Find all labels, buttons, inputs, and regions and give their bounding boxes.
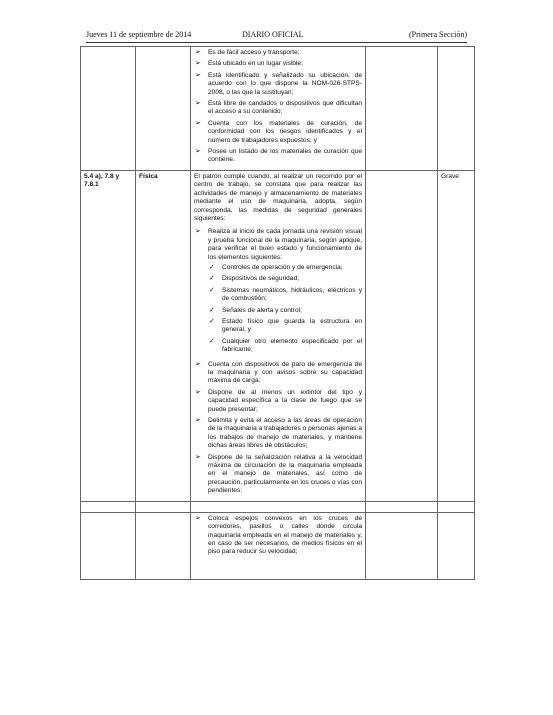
list-item: ➢ Está identificado y señalizado su ubicación, de acuerdo con lo que dispone la NOM-026-STPS-2008, o las que la sustituyan; [195,71,362,96]
arrow-bullet-icon: ➢ [195,71,201,79]
arrow-bullet-icon: ➢ [195,148,201,156]
criteria-cell [191,512,366,579]
list-item: ✓ Estado físico que guarda la estructura en general, y [209,317,362,334]
list-item: ✓ Sistemas neumáticos, hidráulicos, eléctricos y de combustión; [209,286,362,303]
code-cell: 5.4 a), 7.8 y 7.8.1 [81,170,136,501]
list-item: ➢ Dispone de al menos un extintor del tipo y capacidad específica a la clase de fuego que se puede presentar; [195,388,362,413]
check-bullet-icon: ✓ [209,317,215,325]
list-item: ➢ Coloca espejos convexos en los cruces de corredores, pasillos o calles donde circula maquinaria empleada en el manejo de materiales y, en caso de ser necesarios, de medios físicos en el piso para reducir su velocidad; [195,514,362,556]
criteria-intro: El patrón cumple cuando, al realizar un recorrido por el centro de trabajo, se constata que para realizar las actividades de manejo y almacenamiento de materiales mediante el uso de maquinaria, adopta, según corresponda, las medidas de seguridad generales siguientes: [194,172,362,222]
list-item: ✓ Controles de operación y de emergencia; [209,263,343,271]
observations-cell [366,170,438,501]
bullet-list [194,228,362,498]
list-item: ➢ Cuenta con dispositivos de paro de emergencia de la maquinaria y con avisos sobre su capacidad máxima de carga; [195,360,362,385]
list-item: ✓ Dispositivos de seguridad; [209,275,299,283]
observations-cell [366,512,438,579]
code-cell [81,512,136,579]
header-publication: DIARIO OFICIAL [242,30,304,39]
header-date: Jueves 11 de septiembre de 2014 [86,30,192,39]
header-rule [86,42,467,43]
bullet-list [194,515,362,560]
arrow-bullet-icon: ➢ [195,100,201,108]
observations-cell [366,47,438,171]
list-item: ➢ Es de fácil acceso y transporte; [195,49,300,56]
table-spacer [81,501,475,512]
arrow-bullet-icon: ➢ [195,60,201,68]
header-section: (Primera Sección) [409,30,467,39]
check-bullet-icon: ✓ [209,275,215,283]
page-header [86,30,467,42]
arrow-bullet-icon: ➢ [195,228,201,236]
compliance-table [80,46,475,580]
type-cell [136,512,191,579]
arrow-bullet-icon: ➢ [195,360,201,368]
severity-cell: Grave [438,170,475,501]
list-item: ➢ Delimita y evita el acceso a las áreas de operación de la maquinaria a trabajadores o personas ajenas a los trabajos de manejo de materiales, y mantiene dichas áreas libres de obstáculos; [195,417,362,450]
arrow-bullet-icon: ➢ [195,49,201,56]
criteria-cell [191,170,366,501]
check-bullet-icon: ✓ [209,286,215,294]
arrow-bullet-icon: ➢ [195,453,201,461]
list-item: ➢ Dispone de la señalización relativa a la velocidad máxima de circulación de la maquinaria empleada en el manejo de materiales, así como de precaución, particularmente en los cruces o vías con pendientes; [195,453,362,495]
check-bullet-icon: ✓ [209,306,215,314]
list-item: ➢ Está ubicado en un lugar visible; [195,60,303,68]
arrow-bullet-icon: ➢ [195,388,201,396]
severity-cell [438,47,475,171]
type-cell: Física [136,170,191,501]
arrow-bullet-icon: ➢ [195,417,201,425]
code-cell [81,47,136,171]
list-item: ➢ Posee un listado de los materiales de curación que contiene. [195,148,362,164]
criteria-cell [191,47,366,171]
check-bullet-icon: ✓ [209,337,215,345]
list-item: ➢ Cuenta con los materiales de curación, de conformidad con los riesgos identificados y el número de trabajadores expuestos, y [195,119,362,144]
arrow-bullet-icon: ➢ [195,514,201,522]
check-list [208,264,362,358]
severity-cell [438,512,475,579]
list-item: ✓ Señales de alerta y control; [209,306,302,314]
table-row [81,47,475,171]
table-row [81,512,475,579]
bullet-list [194,49,362,168]
list-item: ➢ Realiza al inicio de cada jornada una revisión visual y prueba funcional de la maquinaria, según aplique, para verificar el buen estado y funcionamiento de los elementos siguientes: ✓ Controles de operación y de emergencia; ✓ Dispositivos de seguridad; ✓ Sistemas neumáticos, hidráulicos, eléctricos y de combustión; ✓ Señales de alerta y control; ✓ Estado físico que guarda la estructura en general, y ✓ Cualquier otro elemento especificado por el fabricante; [194,228,362,360]
type-cell [136,47,191,171]
check-bullet-icon: ✓ [209,263,215,271]
list-item: ➢ Está libre de candados o dispositivos que dificultan el acceso a su contenido; [195,100,362,116]
table-row [81,170,475,501]
list-item: ✓ Cualquier otro elemento especificado por el fabricante; [209,337,362,354]
arrow-bullet-icon: ➢ [195,119,201,127]
